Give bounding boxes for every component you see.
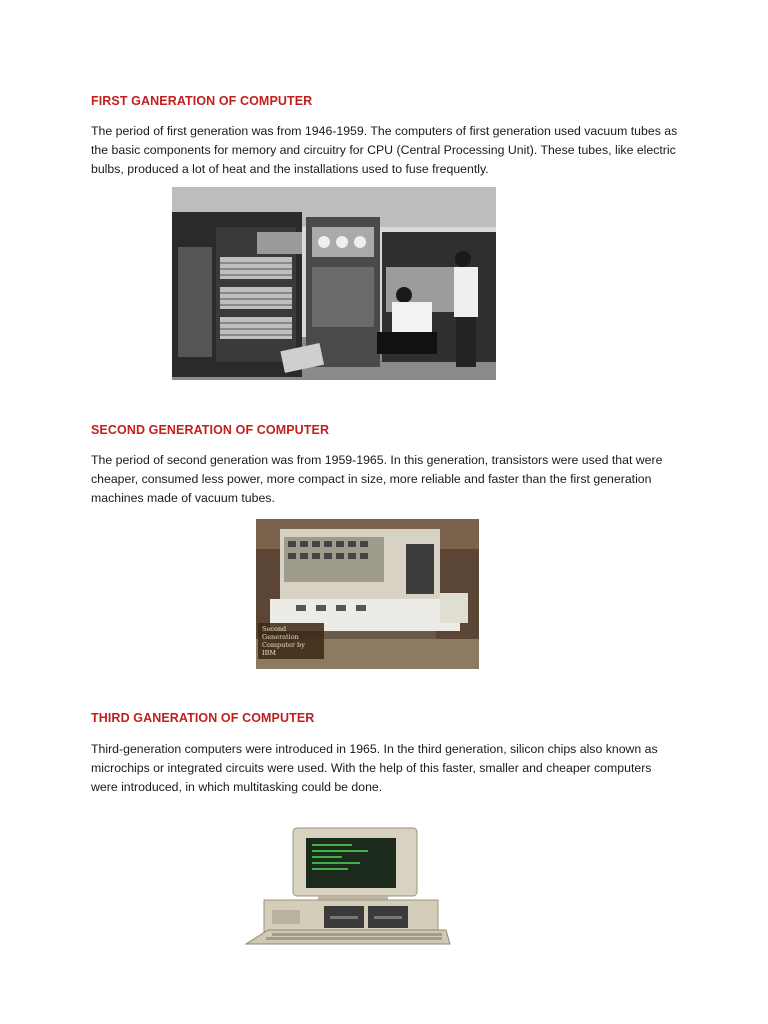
second-generation-paragraph: The period of second generation was from 1959-1965. In this generation, transistors were used that were cheaper, consumed less power, more compact in size, more reliable and faster than the first generation machines made of vacuum tubes. [91,453,663,505]
third-generation-paragraph: Third-generation computers were introduced in 1965. In the third generation, silicon chips also known as microchips or integrated circuits were used. With the help of this faster, smaller and cheaper computers were introduced, in which multitasking could be done. [91,742,658,794]
third-generation-heading: THIRD GANERATION OF COMPUTER [91,711,315,725]
third-generation-computer-photo [238,826,452,956]
second-generation-computer-photo [256,519,479,669]
first-generation-paragraph: The period of first generation was from 1946-1959. The computers of first generation used vacuum tubes as the basic components for memory and circuitry for CPU (Central Processing Unit). These tubes, like electric bulbs, produced a lot of heat and the installations used to fuse frequently. [91,124,678,176]
first-generation-computer-photo [172,187,496,380]
second-generation-image-caption: Second Generation Computer by IBM [258,623,324,659]
second-generation-heading: SECOND GENERATION OF COMPUTER [91,423,330,437]
first-generation-heading: FIRST GANERATION OF COMPUTER [91,94,313,108]
